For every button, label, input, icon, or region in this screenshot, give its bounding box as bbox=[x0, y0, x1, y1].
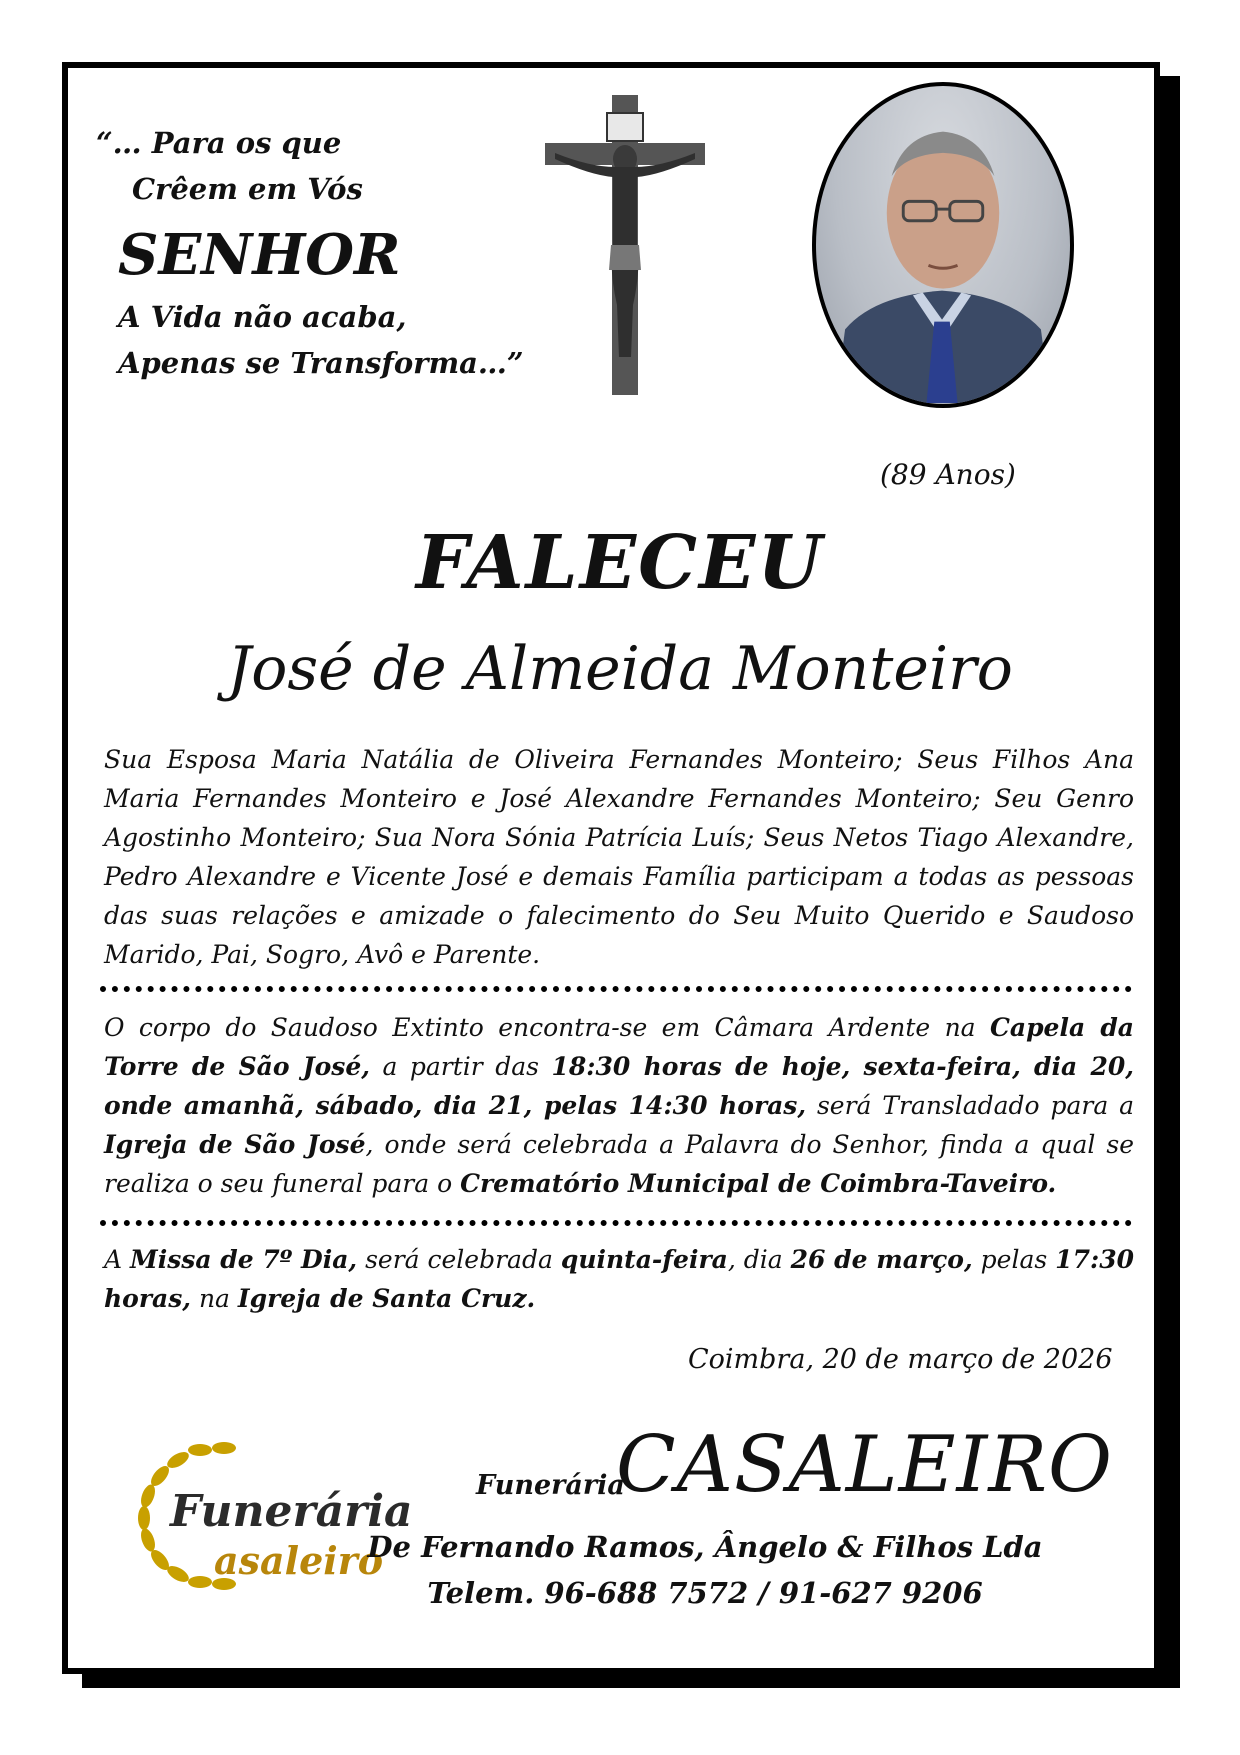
quote-line-1: “… Para os que bbox=[96, 126, 342, 160]
chapel-name: Capela da Torre de São José, bbox=[104, 1013, 1134, 1081]
place-date: Coimbra, 20 de março de 2026 bbox=[688, 1344, 1113, 1375]
mass-weekday: quinta-feira bbox=[560, 1245, 728, 1274]
crematorium-name: Crematório Municipal de Coimbra-Taveiro. bbox=[460, 1169, 1057, 1198]
quote-line-2: Crêem em Vós bbox=[132, 172, 363, 206]
funeraria-label: Funerária bbox=[476, 1470, 625, 1501]
church-name: Igreja de São José bbox=[104, 1130, 366, 1159]
funeral-paragraph: O corpo do Saudoso Extinto encontra-se em Câmara Ardente na Capela da Torre de São José, a partir das 18:30 horas de hoje, sexta-feira, dia 20, onde amanhã, sábado, dia 21, pelas 14:30 horas, será Transladado para a Igreja de São José, onde será celebrada a Palavra do Senhor, finda a qual se realiza o seu funeral para o Crematório Municipal de Coimbra-Taveiro. bbox=[104, 1013, 1135, 1198]
funeraria-owners: De Fernando Ramos, Ângelo & Filhos Lda bbox=[367, 1530, 1043, 1564]
quote-line-3: A Vida não acaba, bbox=[118, 300, 407, 334]
page-title: FALECEU bbox=[416, 520, 824, 606]
funeraria-phones: Telem. 96-688 7572 / 91-627 9206 bbox=[427, 1576, 983, 1610]
mass-paragraph: A Missa de 7º Dia, será celebrada quinta-feira, dia 26 de março, pelas 17:30 horas, na Igreja de Santa Cruz. bbox=[104, 1245, 1134, 1313]
logo-word-casaleiro: asaleiro bbox=[214, 1538, 384, 1583]
age-label: (89 Anos) bbox=[880, 458, 1016, 491]
quote-line-4: Apenas se Transforma…” bbox=[118, 346, 524, 380]
crucifix-icon bbox=[545, 95, 705, 395]
mass-date: 26 de março, bbox=[790, 1245, 973, 1274]
dotted-divider-1 bbox=[100, 986, 1132, 992]
wake-schedule: 18:30 horas de hoje, sexta-feira, dia 20, onde amanhã, sábado, dia 21, pelas 14:30 horas, bbox=[104, 1052, 1134, 1120]
funeraria-logo bbox=[118, 1428, 428, 1598]
mass-time: 17:30 horas, bbox=[104, 1245, 1134, 1313]
logo-word-funeraria: Funerária bbox=[170, 1486, 413, 1537]
quote-senhor: SENHOR bbox=[118, 222, 401, 288]
family-paragraph: Sua Esposa Maria Natália de Oliveira Fernandes Monteiro; Seus Filhos Ana Maria Fernandes Monteiro e José Alexandre Fernandes Monteiro; Seu Genro Agostinho Monteiro; Sua Nora Sónia Patrícia Luís; Seus Netos Tiago Alexandre, Pedro Alexandre e Vicente José e demais Família participam a todas as pessoas das suas relações e amizade o falecimento do Seu Muito Querido e Saudoso Marido, Pai, Sogro, Avô e Parente. bbox=[104, 745, 1134, 969]
funeraria-name: CASALEIRO bbox=[616, 1420, 1113, 1510]
mass-church: Igreja de Santa Cruz. bbox=[237, 1284, 536, 1313]
deceased-name: José de Almeida Monteiro bbox=[227, 634, 1013, 704]
portrait-figure bbox=[816, 86, 1070, 404]
deceased-portrait bbox=[812, 82, 1074, 408]
mass-label: Missa de 7º Dia, bbox=[130, 1245, 358, 1274]
dotted-divider-2 bbox=[100, 1220, 1132, 1226]
